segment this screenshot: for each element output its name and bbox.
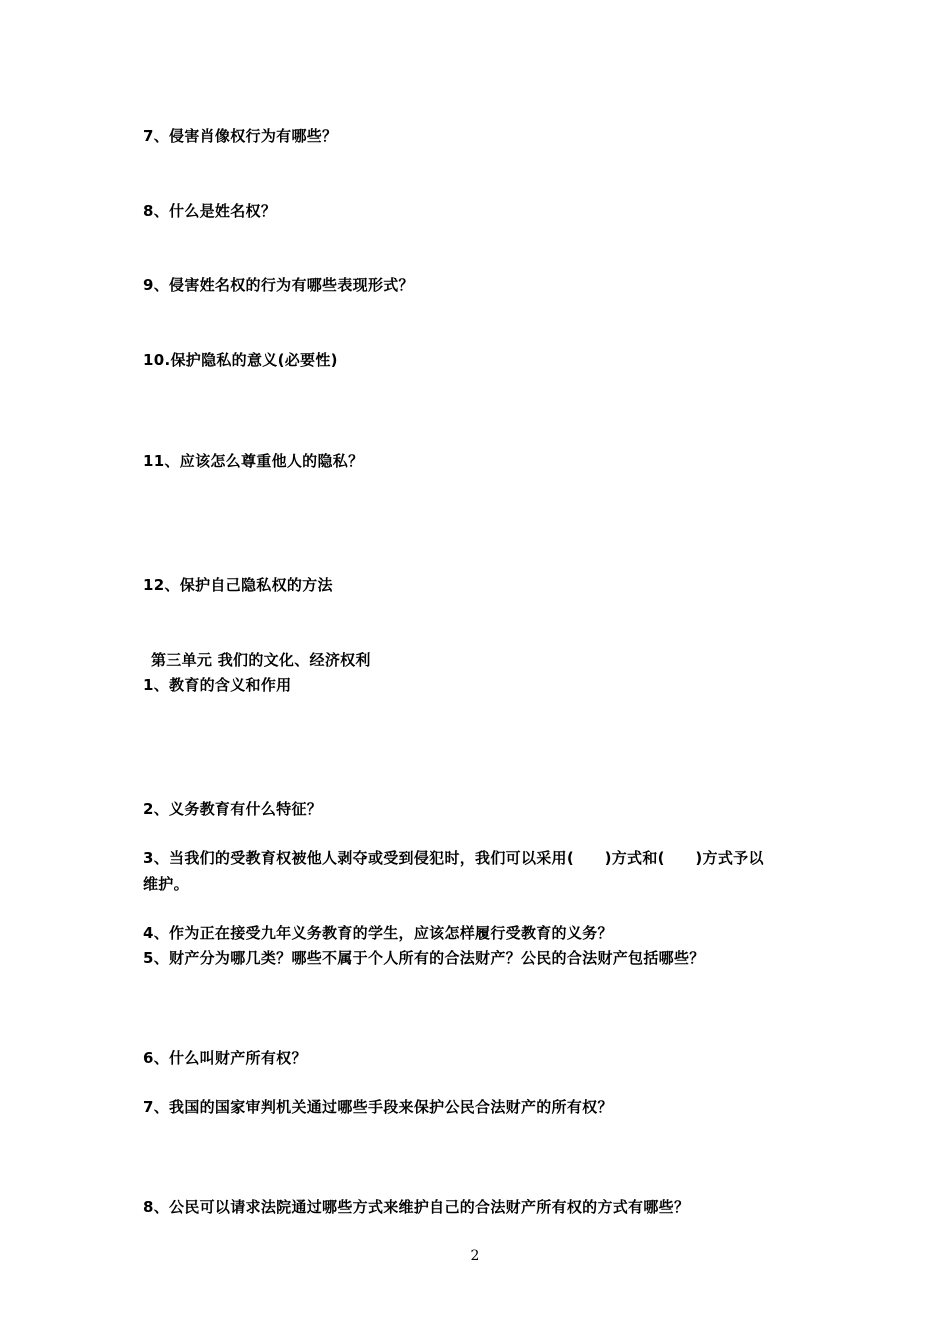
unit3-question-6: 6、什么叫财产所有权？ — [143, 1049, 307, 1067]
question-11: 11、应该怎么尊重他人的隐私？ — [143, 452, 364, 470]
unit3-question-2: 2、义务教育有什么特征？ — [143, 800, 323, 818]
question-8: 8、什么是姓名权？ — [143, 202, 277, 220]
question-7: 7、侵害肖像权行为有哪些？ — [143, 127, 338, 145]
question-10: 10.保护隐私的意义(必要性) — [143, 351, 338, 369]
unit3-question-5: 5、财产分为哪几类？哪些不属于个人所有的合法财产？公民的合法财产包括哪些？ — [143, 949, 705, 967]
unit3-question-3: 3、当我们的受教育权被他人剥夺或受到侵犯时，我们可以采用( )方式和( )方式予以 — [143, 849, 764, 867]
unit3-question-4: 4、作为正在接受九年义务教育的学生，应该怎样履行受教育的义务？ — [143, 924, 613, 942]
question-9: 9、侵害姓名权的行为有哪些表现形式？ — [143, 276, 414, 294]
unit3-question-1: 1、教育的含义和作用 — [143, 676, 292, 694]
question-12: 12、保护自己隐私权的方法 — [143, 576, 333, 594]
unit3-question-3-cont: 维护。 — [143, 875, 189, 893]
unit3-heading: 第三单元 我们的文化、经济权利 — [151, 651, 371, 669]
unit3-question-7: 7、我国的国家审判机关通过哪些手段来保护公民合法财产的所有权？ — [143, 1098, 613, 1116]
unit3-question-8: 8、公民可以请求法院通过哪些方式来维护自己的合法财产所有权的方式有哪些？ — [143, 1198, 690, 1216]
page-number: 2 — [470, 1248, 480, 1264]
